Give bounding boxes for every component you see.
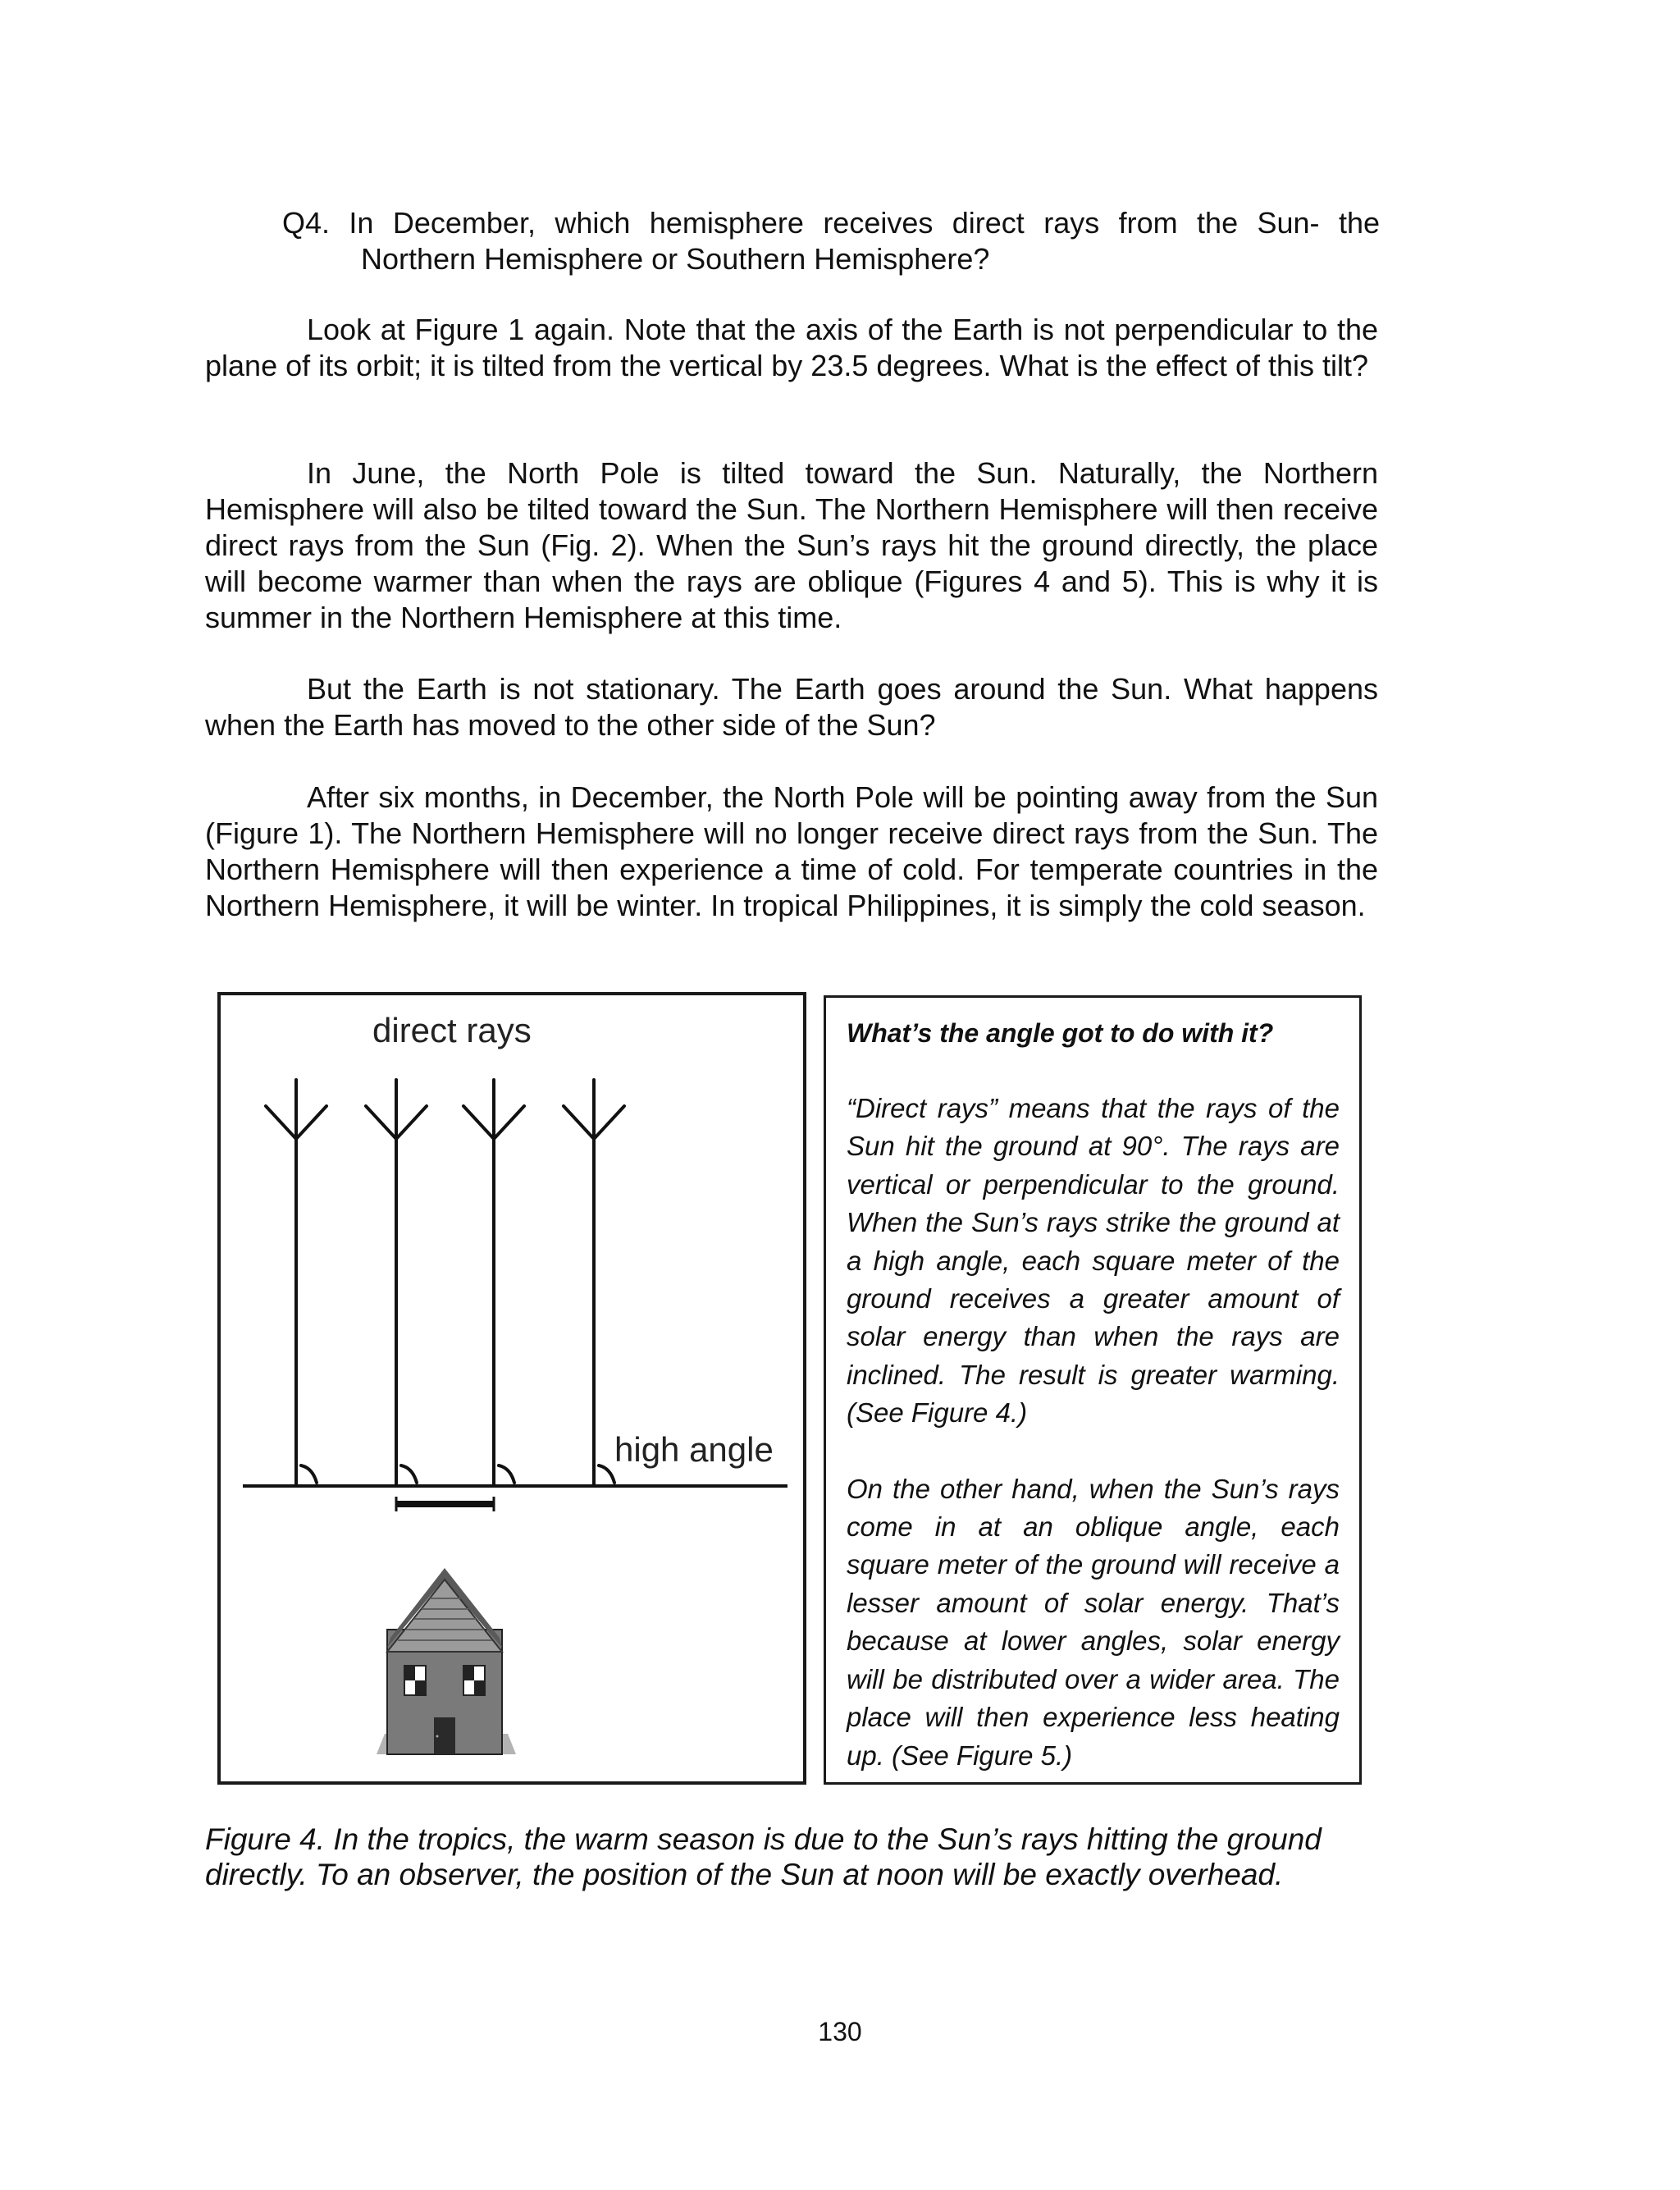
angle-explanation-box (824, 995, 1362, 1785)
angle-arc-1 (301, 1465, 317, 1483)
angle-arc-3 (499, 1465, 514, 1483)
sun-ray-2 (366, 1080, 427, 1484)
house-illustration (377, 1568, 516, 1754)
paragraph-december: After six months, in December, the North Pole will be pointing away from the Sun (Figure 1). The Northern Hemisphere will no longer receive direct rays from the Sun. The Northern Hemisphere will then experience a time of cold. For temperate countries in the Northern Hemisphere, it will be winter. In tropical Philippines, it is simply the cold season. (205, 780, 1378, 922)
angle-arc-4 (599, 1465, 614, 1483)
unit-area-marker (396, 1497, 494, 1511)
window-left (404, 1666, 426, 1695)
sun-ray-4 (564, 1080, 624, 1484)
high-angle-label: high angle (614, 1430, 774, 1469)
sidebar-paragraph-oblique: On the other hand, when the Sun’s rays come in at an oblique angle, each square meter of the ground will receive a lesser amount of solar energy. That’s because at lower angles, solar energy will be distributed over a wider area. The place will then experience less heating up. (See Figure 5.) (847, 1473, 1340, 1771)
sun-ray-3 (463, 1080, 524, 1484)
question-line-2: Northern Hemisphere or Southern Hemisphere? (361, 242, 990, 276)
figure-4-illustration (217, 992, 806, 1785)
figure-caption: Figure 4. In the tropics, the warm season is due to the Sun’s rays hitting the ground directly. To an observer, the position of the Sun at noon will be exactly overhead. (205, 1822, 1322, 1891)
direct-rays-label: direct rays (372, 1011, 532, 1049)
direct-rays-diagram (221, 995, 810, 1788)
sun-ray-1 (266, 1080, 326, 1484)
question-line-1: Q4. In December, which hemisphere receives direct rays from the Sun- the (282, 206, 1380, 240)
paragraph-not-stationary: But the Earth is not stationary. The Earth goes around the Sun. What happens when the Earth has moved to the other side of the Sun? (205, 672, 1378, 742)
question-q4 (282, 205, 1380, 277)
sidebar-paragraph-direct: “Direct rays” means that the rays of the Sun hit the ground at 90°. The rays are vertical or perpendicular to the ground. When the Sun’s rays strike the ground at a high angle, each square meter of the ground receives a greater amount of solar energy than when the rays are inclined. The result is greater warming. (See Figure 4.) (847, 1093, 1340, 1429)
angle-arc-2 (401, 1465, 417, 1483)
paragraph-axis-tilt: Look at Figure 1 again. Note that the axis of the Earth is not perpendicular to the plane of its orbit; it is tilted from the vertical by 23.5 degrees. What is the effect of this tilt? (205, 313, 1378, 382)
window-right (463, 1666, 485, 1695)
sidebar-title: What’s the angle got to do with it? (847, 1018, 1274, 1048)
paragraph-june: In June, the North Pole is tilted toward the Sun. Naturally, the Northern Hemisphere will also be tilted toward the Sun. The Northern Hemisphere will then receive direct rays from the Sun (Fig. 2). When the Sun’s rays hit the ground directly, the place will become warmer than when the rays are oblique (Figures 4 and 5). This is why it is summer in the Northern Hemisphere at this time. (205, 456, 1378, 634)
page-number: 130 (818, 2017, 862, 2046)
